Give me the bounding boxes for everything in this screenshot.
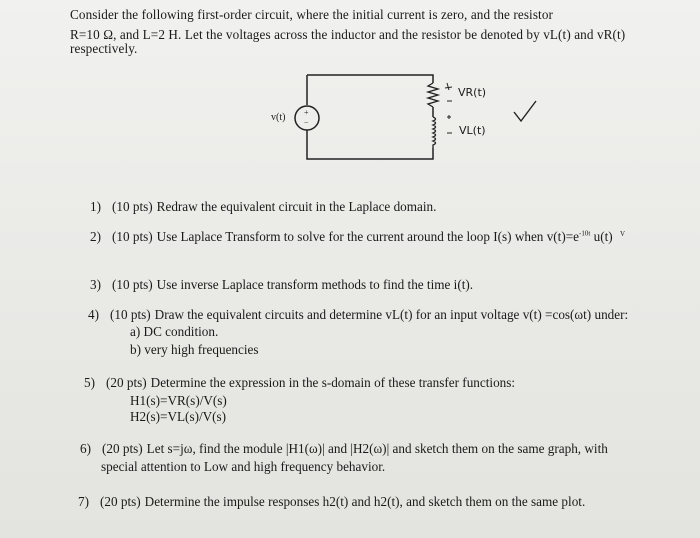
source-minus: − [304, 118, 309, 127]
question-points: (20 pts) [102, 441, 143, 456]
question-4-part-a: a) DC condition. [130, 324, 219, 339]
vl-handwritten-label: VL(t) [459, 124, 486, 137]
transfer-function-h2: H2(s)=VL(s)/V(s) [130, 409, 227, 424]
exponent: -10t [579, 229, 591, 238]
check-mark-icon [514, 101, 536, 121]
question-3 [90, 277, 473, 293]
question-points: (10 pts) [112, 199, 153, 214]
question-points: (10 pts) [112, 229, 153, 244]
question-4-part-b: b) very high frequencies [130, 342, 259, 357]
question-number: 2) [90, 229, 101, 244]
intro-line-1: Consider the following first-order circuit, where the initial current is zero, and the resistor [70, 7, 553, 22]
question-text: Draw the equivalent circuits and determine vL(t) for an input voltage v(t) =cos(ωt) under: [154, 307, 629, 322]
question-points: (20 pts) [106, 375, 147, 390]
question-number: 5) [84, 375, 95, 390]
question-text: Let s=jω, find the module |H1(ω)| and |H2(ω)| and sketch them on the same graph, with [146, 441, 608, 456]
question-5 [84, 375, 515, 391]
question-points: (10 pts) [112, 277, 153, 292]
question-6 [80, 441, 608, 457]
unit-label: V [619, 229, 626, 238]
question-number: 7) [78, 494, 89, 509]
intro-line-3: respectively. [70, 41, 138, 56]
vr-handwritten-label: VR(t) [458, 86, 487, 99]
transfer-function-h1: H1(s)=VR(s)/V(s) [130, 393, 227, 408]
inductor-symbol [433, 117, 436, 148]
intro-line-2: R=10 Ω, and L=2 H. Let the voltages across the inductor and the resistor be denoted by vL(t) and vR(t) [70, 27, 626, 42]
source-label: v(t) [271, 112, 286, 123]
circuit-diagram [0, 0, 700, 200]
question-number: 6) [80, 441, 91, 456]
question-text: Redraw the equivalent circuit in the Laplace domain. [156, 199, 437, 214]
question-text: Use inverse Laplace transform methods to find the time i(t). [156, 277, 474, 292]
question-points: (20 pts) [100, 494, 141, 509]
question-text: Determine the impulse responses h2(t) and h2(t), and sketch them on the same plot. [144, 494, 586, 509]
question-number: 4) [88, 307, 99, 322]
question-number: 1) [90, 199, 101, 214]
question-text-tail: u(t) [590, 229, 613, 244]
source-plus: + [304, 108, 309, 117]
question-points: (10 pts) [110, 307, 151, 322]
question-6-continuation: special attention to Low and high frequency behavior. [101, 459, 386, 474]
question-7 [78, 494, 585, 510]
question-1 [90, 199, 436, 215]
question-4 [88, 307, 628, 323]
question-text: Determine the expression in the s-domain of these transfer functions: [150, 375, 516, 390]
question-number: 3) [90, 277, 101, 292]
resistor-symbol [428, 83, 438, 107]
question-2 [90, 229, 625, 245]
question-text: Use Laplace Transform to solve for the current around the loop I(s) when v(t)=e [156, 229, 580, 244]
